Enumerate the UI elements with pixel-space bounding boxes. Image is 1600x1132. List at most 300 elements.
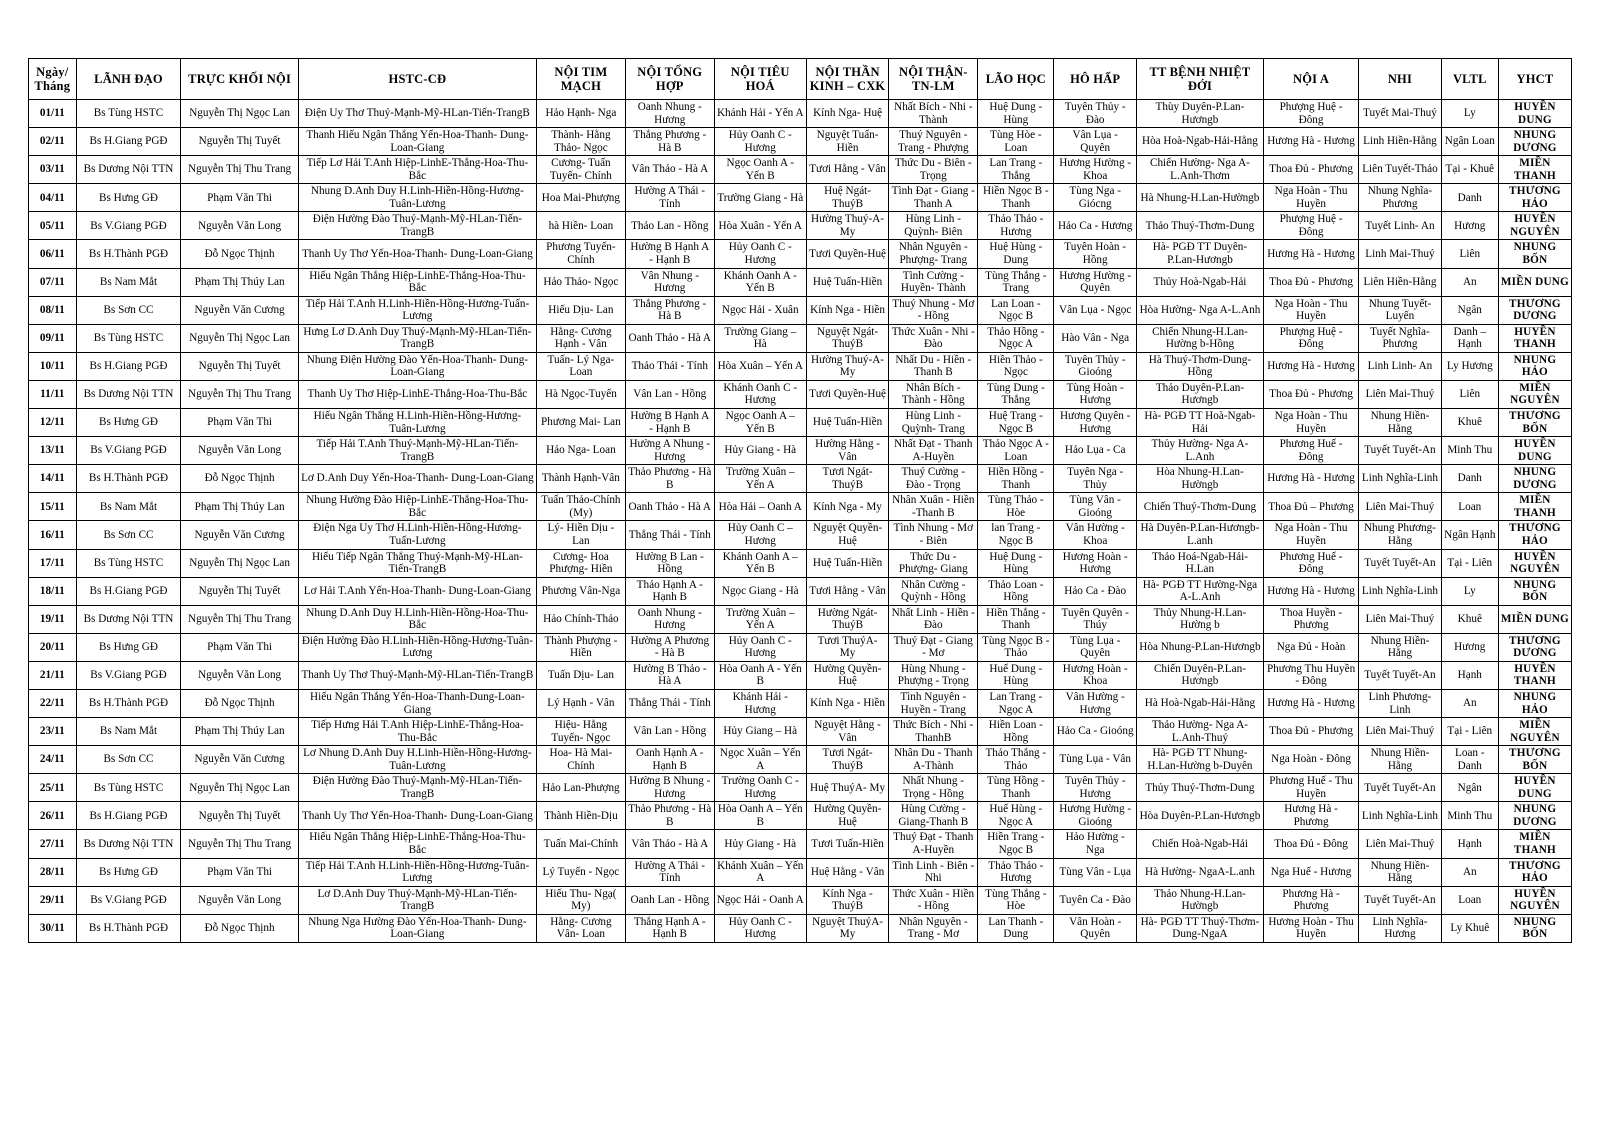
cell-duty: Nguyễn Văn Long	[181, 437, 298, 465]
cell-neuro: Kính Nga - Hiền	[806, 296, 889, 324]
cell-duty: Nguyễn Văn Long	[181, 212, 298, 240]
cell-tropical-disease: Hòa Nhung-H.Lan-Hườngb	[1136, 465, 1263, 493]
cell-leader: Bs Sơn CC	[76, 746, 181, 774]
cell-internal-a: Phương Hà - Phương	[1263, 886, 1358, 914]
cell-hstc: Nhung D.Anh Duy H.Linh-Hiền-Hồng-Hương-Tuân-Lương	[298, 184, 536, 212]
cell-yhct: NHUNG DƯƠNG	[1498, 128, 1571, 156]
cell-duty: Nguyễn Thị Tuyết	[181, 128, 298, 156]
cell-internal-a: Phượng Huệ - Đông	[1263, 100, 1358, 128]
cell-nephro: Tình Đạt - Giang - Thanh A	[889, 184, 978, 212]
cell-gastro: Khánh Oanh A – Yến B	[714, 549, 806, 577]
cell-pediatrics: Tuyết Nghĩa-Phương	[1359, 324, 1442, 352]
table-row	[29, 184, 1572, 212]
cell-duty: Nguyễn Văn Cương	[181, 746, 298, 774]
cell-internal-a: Hương Hà - Phương	[1263, 802, 1358, 830]
cell-cardiology: Hiếu Dịu- Lan	[536, 296, 625, 324]
cell-duty: Nguyễn Văn Long	[181, 661, 298, 689]
cell-yhct: HUYỀN NGUYÊN	[1498, 886, 1571, 914]
cell-hstc: Điện Hường Đào Thuý-Mạnh-Mỹ-HLan-Tiến-TrangB	[298, 774, 536, 802]
cell-date: 06/11	[29, 240, 77, 268]
cell-general-internal: Hường A Phương - Hà B	[625, 633, 714, 661]
table-row	[29, 886, 1572, 914]
cell-respiratory: Hảo Ca - Hương	[1054, 212, 1137, 240]
cell-internal-a: Nga Đủ - Hoàn	[1263, 633, 1358, 661]
cell-geriatrics: Tùng Thảo - Hòe	[978, 493, 1054, 521]
cell-date: 13/11	[29, 437, 77, 465]
cell-neuro: Hường Thuý-A- My	[806, 352, 889, 380]
table-row	[29, 746, 1572, 774]
cell-cardiology: Hảo Hạnh- Nga	[536, 100, 625, 128]
cell-geriatrics: Hiền Thảo - Ngọc	[978, 352, 1054, 380]
cell-duty: Phạm Văn Thi	[181, 858, 298, 886]
cell-geriatrics: Lan Trang - Ngọc A	[978, 689, 1054, 717]
cell-pediatrics: Tuyết Tuyết-An	[1359, 549, 1442, 577]
cell-respiratory: Hương Hoàn - Hương	[1054, 549, 1137, 577]
cell-vltl: Minh Thu	[1441, 802, 1498, 830]
cell-neuro: Huệ Ngát-ThuýB	[806, 184, 889, 212]
cell-gastro: Trường Giang - Hà	[714, 184, 806, 212]
cell-internal-a: Phương Thu Huyền - Đông	[1263, 661, 1358, 689]
cell-respiratory: Hương Hường - Khoa	[1054, 156, 1137, 184]
cell-tropical-disease: Hà Hoà-Ngab-Hải-Hằng	[1136, 689, 1263, 717]
cell-geriatrics: Tùng Dung - Thắng	[978, 380, 1054, 408]
cell-cardiology: Lý Hạnh - Vân	[536, 689, 625, 717]
table-row	[29, 409, 1572, 437]
cell-tropical-disease: Hà- PGĐ TT Duyên-P.Lan-Hươngb	[1136, 240, 1263, 268]
cell-tropical-disease: Chiến Hoà-Ngab-Hải	[1136, 830, 1263, 858]
cell-vltl: Ngân Loan	[1441, 128, 1498, 156]
cell-yhct: HUYỀN THANH	[1498, 324, 1571, 352]
cell-leader: Bs H.Giang PGĐ	[76, 577, 181, 605]
cell-respiratory: Vân Lụa - Quyên	[1054, 128, 1137, 156]
cell-tropical-disease: Hòa Hoà-Ngab-Hải-Hằng	[1136, 128, 1263, 156]
cell-nephro: Thức Du - Biên - Trọng	[889, 156, 978, 184]
cell-gastro: Khánh Oanh A - Yến B	[714, 268, 806, 296]
cell-neuro: Hường Ngát-ThuýB	[806, 605, 889, 633]
cell-yhct: NHUNG BỐN	[1498, 240, 1571, 268]
cell-internal-a: Hương Hà - Hương	[1263, 352, 1358, 380]
cell-internal-a: Thoa Đủ - Đông	[1263, 830, 1358, 858]
cell-yhct: MIỀN NGUYÊN	[1498, 380, 1571, 408]
cell-internal-a: Hương Hà - Hương	[1263, 689, 1358, 717]
table-row	[29, 830, 1572, 858]
cell-duty: Nguyễn Thị Ngọc Lan	[181, 774, 298, 802]
cell-geriatrics: Lan Thanh - Dung	[978, 914, 1054, 942]
cell-leader: Bs Tùng HSTC	[76, 324, 181, 352]
cell-vltl: Hạnh	[1441, 830, 1498, 858]
cell-internal-a: Nga Hoàn - Thu Huyền	[1263, 296, 1358, 324]
cell-yhct: MIỀN NGUYÊN	[1498, 718, 1571, 746]
cell-tropical-disease: Chiến Duyên-P.Lan-Hươngb	[1136, 661, 1263, 689]
cell-general-internal: Hường A Nhung - Hương	[625, 437, 714, 465]
cell-nephro: Thuý Đạt - Thanh A-Huyền	[889, 830, 978, 858]
cell-tropical-disease: Chiến Thuý-Thơm-Dung	[1136, 493, 1263, 521]
cell-hstc: Thanh Uy Thơ Yến-Hoa-Thanh- Dung-Loan-Giang	[298, 240, 536, 268]
cell-gastro: Khánh Hải - Yến A	[714, 100, 806, 128]
cell-duty: Nguyễn Thị Tuyết	[181, 802, 298, 830]
cell-leader: Bs Nam Mắt	[76, 493, 181, 521]
cell-vltl: Tại - Liên	[1441, 718, 1498, 746]
cell-hstc: Nhung Nga Hường Đào Yến-Hoa-Thanh- Dung-Loan-Giang	[298, 914, 536, 942]
cell-leader: Bs H.Thành PGĐ	[76, 914, 181, 942]
cell-internal-a: Hương Hà - Hương	[1263, 128, 1358, 156]
cell-yhct: THƯƠNG HẢO	[1498, 184, 1571, 212]
cell-gastro: Hòa Xuân - Yến A	[714, 212, 806, 240]
cell-duty: Nguyễn Thị Thu Trang	[181, 156, 298, 184]
table-row	[29, 268, 1572, 296]
cell-tropical-disease: Chiến Nhung-H.Lan-Hường b-Hồng	[1136, 324, 1263, 352]
table-row	[29, 549, 1572, 577]
cell-vltl: Ly Hương	[1441, 352, 1498, 380]
cell-vltl: Khuê	[1441, 409, 1498, 437]
cell-general-internal: Hường B Lan - Hồng	[625, 549, 714, 577]
cell-date: 15/11	[29, 493, 77, 521]
cell-vltl: Hương	[1441, 633, 1498, 661]
cell-tropical-disease: Hà Hường- NgaA-L.anh	[1136, 858, 1263, 886]
cell-respiratory: Hương Hoàn - Khoa	[1054, 661, 1137, 689]
cell-cardiology: Hằng- Cương Vân- Loan	[536, 914, 625, 942]
cell-cardiology: Phương Tuyến-Chính	[536, 240, 625, 268]
cell-hstc: Lơ D.Anh Duy Thuý-Mạnh-Mỹ-HLan-Tiến-TrangB	[298, 886, 536, 914]
cell-yhct: NHUNG BỐN	[1498, 577, 1571, 605]
cell-respiratory: Tuyên Hoàn - Hồng	[1054, 240, 1137, 268]
cell-pediatrics: Nhung Hiền-Hằng	[1359, 633, 1442, 661]
cell-pediatrics: Linh Nghĩa-Hương	[1359, 914, 1442, 942]
cell-vltl: Tại - Khuê	[1441, 156, 1498, 184]
cell-internal-a: Phượng Huệ - Đông	[1263, 212, 1358, 240]
cell-cardiology: Cương- Hoa Phượng- Hiền	[536, 549, 625, 577]
cell-tropical-disease: Hà- PGĐ TT Hoà-Ngab-Hải	[1136, 409, 1263, 437]
table-header-row	[29, 59, 1572, 100]
cell-duty: Nguyễn Văn Long	[181, 886, 298, 914]
cell-pediatrics: Liên Mai-Thuý	[1359, 605, 1442, 633]
cell-neuro: Hường Hằng -Vân	[806, 437, 889, 465]
cell-respiratory: Tùng Vân - Lụa	[1054, 858, 1137, 886]
cell-neuro: Huệ Tuấn-Hiền	[806, 549, 889, 577]
cell-yhct: THƯƠNG BỐN	[1498, 409, 1571, 437]
cell-general-internal: Hường B Nhung - Hương	[625, 774, 714, 802]
cell-yhct: NHUNG BỐN	[1498, 914, 1571, 942]
cell-nephro: Nhân Nguyên - Trang - Mơ	[889, 914, 978, 942]
cell-hstc: Thanh Uy Thơ Hiệp-LinhE-Thắng-Hoa-Thu-Bắc	[298, 380, 536, 408]
table-row	[29, 296, 1572, 324]
cell-duty: Phạm Văn Thi	[181, 409, 298, 437]
cell-date: 09/11	[29, 324, 77, 352]
cell-pediatrics: Nhung Nghĩa-Phương	[1359, 184, 1442, 212]
column-header-duty: TRỰC KHỐI NỘI	[181, 59, 298, 100]
cell-nephro: Nhân Bích - Thành - Hồng	[889, 380, 978, 408]
cell-gastro: Trường Giang – Hà	[714, 324, 806, 352]
cell-neuro: Hường Quyền- Huệ	[806, 661, 889, 689]
cell-geriatrics: Thảo Thắng - Thảo	[978, 746, 1054, 774]
cell-general-internal: Thắng Phương - Hà B	[625, 296, 714, 324]
cell-tropical-disease: Hòa Duyên-P.Lan-Hươngb	[1136, 802, 1263, 830]
cell-date: 18/11	[29, 577, 77, 605]
cell-general-internal: Oanh Nhung - Hương	[625, 100, 714, 128]
cell-general-internal: Thảo Lan - Hồng	[625, 212, 714, 240]
cell-neuro: Huệ Tuấn-Hiền	[806, 268, 889, 296]
cell-internal-a: Phương Huế - Đông	[1263, 549, 1358, 577]
cell-cardiology: Hiếu Thu- Ngạ( My)	[536, 886, 625, 914]
cell-neuro: Hường Thuý-A- My	[806, 212, 889, 240]
cell-geriatrics: Hiền Ngọc B - Thanh	[978, 184, 1054, 212]
cell-internal-a: Thoa Đủ – Phương	[1263, 493, 1358, 521]
cell-respiratory: Tuyên Thủy - Hương	[1054, 774, 1137, 802]
cell-geriatrics: Thảo Ngọc A - Loan	[978, 437, 1054, 465]
cell-respiratory: Hảo Hường - Nga	[1054, 830, 1137, 858]
cell-hstc: Tiếp Hải T.Anh H.Linh-Hiền-Hồng-Hương-Tuấn-Lương	[298, 296, 536, 324]
cell-cardiology: Thành Hiền-Dịu	[536, 802, 625, 830]
cell-pediatrics: Linh Mai-Thuý	[1359, 240, 1442, 268]
table-row	[29, 521, 1572, 549]
cell-hstc: Hiếu Ngân Thắng Yến-Hoa-Thanh-Dung-Loan-Giang	[298, 689, 536, 717]
cell-respiratory: Tùng Vân - Gioóng	[1054, 493, 1137, 521]
cell-tropical-disease: Thủy Hoà-Ngab-Hải	[1136, 268, 1263, 296]
cell-neuro: Huệ Tuấn-Hiền	[806, 409, 889, 437]
cell-respiratory: Hào Vân - Nga	[1054, 324, 1137, 352]
table-row	[29, 774, 1572, 802]
cell-leader: Bs Hưng GĐ	[76, 858, 181, 886]
cell-internal-a: Phương Huế - Thu Huyền	[1263, 774, 1358, 802]
cell-cardiology: Lý Tuyến - Ngọc	[536, 858, 625, 886]
cell-vltl: Loan	[1441, 493, 1498, 521]
cell-pediatrics: Liên Mai-Thuý	[1359, 493, 1442, 521]
cell-neuro: Huệ Hằng - Vân	[806, 858, 889, 886]
cell-vltl: An	[1441, 858, 1498, 886]
cell-duty: Phạm Thị Thúy Lan	[181, 268, 298, 296]
table-row	[29, 100, 1572, 128]
table-row	[29, 493, 1572, 521]
cell-gastro: Hòa Hải – Oanh A	[714, 493, 806, 521]
cell-neuro: Nguyệt Hằng -Vân	[806, 718, 889, 746]
cell-neuro: Hường Quyền- Huệ	[806, 802, 889, 830]
cell-yhct: THƯƠNG HẢO	[1498, 521, 1571, 549]
cell-respiratory: Hương Quyên - Hương	[1054, 409, 1137, 437]
cell-respiratory: Vân Hường - Hương	[1054, 689, 1137, 717]
cell-vltl: An	[1441, 268, 1498, 296]
cell-yhct: HUYỀN DUNG	[1498, 437, 1571, 465]
cell-pediatrics: Nhung Hiền-Hằng	[1359, 746, 1442, 774]
cell-geriatrics: Tùng Ngọc B - Thảo	[978, 633, 1054, 661]
cell-duty: Phạm Thị Thúy Lan	[181, 493, 298, 521]
cell-hstc: Hiếu Tiếp Ngân Thắng Thuý-Mạnh-Mỹ-HLan-Tiến-TrangB	[298, 549, 536, 577]
cell-respiratory: Hương Hường - Gioóng	[1054, 802, 1137, 830]
cell-neuro: Nguyệt Quyền- Huệ	[806, 521, 889, 549]
cell-duty: Phạm Thị Thúy Lan	[181, 718, 298, 746]
cell-vltl: Loan - Danh	[1441, 746, 1498, 774]
cell-nephro: Nhất Nhung - Trọng - Hồng	[889, 774, 978, 802]
cell-leader: Bs H.Thành PGĐ	[76, 689, 181, 717]
cell-tropical-disease: Thủy Thuý-Thơm-Dung	[1136, 774, 1263, 802]
cell-leader: Bs Sơn CC	[76, 296, 181, 324]
cell-leader: Bs Hưng GĐ	[76, 409, 181, 437]
cell-nephro: Nhất Linh - Hiền - Đào	[889, 605, 978, 633]
column-header-hstc: HSTC-CĐ	[298, 59, 536, 100]
cell-general-internal: Oanh Lan - Hồng	[625, 886, 714, 914]
cell-date: 16/11	[29, 521, 77, 549]
cell-hstc: Điện Hường Đào H.Linh-Hiền-Hồng-Hương-Tuân-Lương	[298, 633, 536, 661]
cell-duty: Nguyễn Thị Tuyết	[181, 577, 298, 605]
cell-date: 01/11	[29, 100, 77, 128]
cell-nephro: Thức Xuân - Nhi - Đào	[889, 324, 978, 352]
cell-gastro: Trường Xuân – Yến A	[714, 605, 806, 633]
cell-geriatrics: Thảo Thảo - Hương	[978, 212, 1054, 240]
cell-respiratory: Tuyên Quyên - Thúy	[1054, 605, 1137, 633]
cell-neuro: Tươi Quyền-Huệ	[806, 240, 889, 268]
cell-general-internal: Thắng Phương - Hà B	[625, 128, 714, 156]
cell-general-internal: Thảo Thái - Tính	[625, 352, 714, 380]
cell-geriatrics: Thảo Hồng - Ngọc A	[978, 324, 1054, 352]
cell-vltl: An	[1441, 689, 1498, 717]
cell-pediatrics: Tuyết Tuyết-An	[1359, 774, 1442, 802]
cell-hstc: Hiếu Ngân Thắng H.Linh-Hiền-Hồng-Hương-Tuân-Lương	[298, 409, 536, 437]
cell-date: 10/11	[29, 352, 77, 380]
cell-gastro: Hòa Oanh A - Yến B	[714, 661, 806, 689]
cell-nephro: Tình Cường - Huyền- Thành	[889, 268, 978, 296]
cell-tropical-disease: Chiến Hường- Nga A-L.Anh-Thơm	[1136, 156, 1263, 184]
cell-respiratory: Vân Hoàn - Quyên	[1054, 914, 1137, 942]
cell-yhct: HUYỀN NGUYÊN	[1498, 549, 1571, 577]
cell-nephro: Thuý Cường - Đào - Trọng	[889, 465, 978, 493]
cell-neuro: Tươi Tuấn-Hiền	[806, 830, 889, 858]
cell-internal-a: Phương Huế - Đông	[1263, 437, 1358, 465]
cell-vltl: Ngân Hạnh	[1441, 521, 1498, 549]
cell-nephro: Hùng Linh - Quỳnh- Biên	[889, 212, 978, 240]
cell-date: 08/11	[29, 296, 77, 324]
cell-date: 11/11	[29, 380, 77, 408]
cell-neuro: Tươi Ngát-ThuýB	[806, 746, 889, 774]
cell-date: 20/11	[29, 633, 77, 661]
cell-general-internal: Vân Thảo - Hà A	[625, 830, 714, 858]
cell-general-internal: Oanh Nhung - Hương	[625, 605, 714, 633]
cell-vltl: Ngân	[1441, 296, 1498, 324]
cell-vltl: Minh Thu	[1441, 437, 1498, 465]
cell-yhct: MIỀN THANH	[1498, 156, 1571, 184]
cell-neuro: Tươi Quyền-Huệ	[806, 380, 889, 408]
cell-date: 07/11	[29, 268, 77, 296]
cell-gastro: Hủy Giang - Hà	[714, 437, 806, 465]
cell-geriatrics: Hiền Hồng - Thanh	[978, 465, 1054, 493]
cell-yhct: MIỀN DUNG	[1498, 268, 1571, 296]
cell-cardiology: Hằng- Cương Hạnh - Vân	[536, 324, 625, 352]
cell-pediatrics: Linh Hiền-Hằng	[1359, 128, 1442, 156]
cell-date: 14/11	[29, 465, 77, 493]
cell-respiratory: Tuyên Thủy - Gioóng	[1054, 352, 1137, 380]
table-row	[29, 605, 1572, 633]
cell-pediatrics: Nhung Hiền-Hằng	[1359, 409, 1442, 437]
cell-leader: Bs Nam Mắt	[76, 268, 181, 296]
cell-neuro: Huệ ThuýA- My	[806, 774, 889, 802]
cell-yhct: THƯƠNG BỐN	[1498, 746, 1571, 774]
cell-leader: Bs Dương Nội TTN	[76, 380, 181, 408]
column-header-geriatrics: LÃO HỌC	[978, 59, 1054, 100]
column-header-tropical-disease: TT BỆNH NHIỆT ĐỚI	[1136, 59, 1263, 100]
cell-neuro: Kính Nga- Huệ	[806, 100, 889, 128]
cell-leader: Bs Tùng HSTC	[76, 100, 181, 128]
cell-cardiology: Hảo Thảo- Ngọc	[536, 268, 625, 296]
cell-gastro: Ngọc Oanh A – Yến B	[714, 409, 806, 437]
cell-leader: Bs V.Giang PGĐ	[76, 886, 181, 914]
cell-respiratory: Tùng Lụa - Quyên	[1054, 633, 1137, 661]
cell-leader: Bs Hưng GĐ	[76, 184, 181, 212]
cell-pediatrics: Tuyết Tuyết-An	[1359, 886, 1442, 914]
cell-gastro: Hủy Oanh C - Hương	[714, 633, 806, 661]
cell-cardiology: Hảo Lan-Phượng	[536, 774, 625, 802]
cell-tropical-disease: Thảo Hường- Nga A-L.Anh-Thuý	[1136, 718, 1263, 746]
cell-leader: Bs H.Giang PGĐ	[76, 352, 181, 380]
cell-leader: Bs Hưng GĐ	[76, 633, 181, 661]
cell-pediatrics: Tuyết Tuyết-An	[1359, 437, 1442, 465]
cell-gastro: Hủy Oanh C - Hương	[714, 914, 806, 942]
cell-hstc: Nhung Hường Đào Hiệp-LinhE-Thắng-Hoa-Thu-Bắc	[298, 493, 536, 521]
cell-internal-a: Nga Huế - Hương	[1263, 858, 1358, 886]
cell-internal-a: Nga Hoàn - Thu Huyền	[1263, 184, 1358, 212]
cell-internal-a: Thoa Huyền - Phương	[1263, 605, 1358, 633]
column-header-nephro: NỘI THẬN-TN-LM	[889, 59, 978, 100]
cell-nephro: Thức Bích - Nhi - ThanhB	[889, 718, 978, 746]
cell-date: 03/11	[29, 156, 77, 184]
column-header-pediatrics: NHI	[1359, 59, 1442, 100]
cell-duty: Phạm Văn Thi	[181, 184, 298, 212]
cell-general-internal: Vân Nhung - Hương	[625, 268, 714, 296]
cell-hstc: Hiếu Ngân Thắng Hiệp-LinhE-Thắng-Hoa-Thu-Bắc	[298, 268, 536, 296]
cell-hstc: Hiếu Ngân Thắng Hiệp-LinhE-Thắng-Hoa-Thu-Bắc	[298, 830, 536, 858]
cell-gastro: Ngọc Xuân – Yến A	[714, 746, 806, 774]
table-row	[29, 156, 1572, 184]
cell-neuro: Kính Nga - ThuýB	[806, 886, 889, 914]
cell-duty: Phạm Văn Thi	[181, 633, 298, 661]
cell-date: 05/11	[29, 212, 77, 240]
cell-tropical-disease: Thùy Duyên-P.Lan-Hươngb	[1136, 100, 1263, 128]
cell-general-internal: Hường B Thảo - Hà A	[625, 661, 714, 689]
cell-pediatrics: Liên Mai-Thuý	[1359, 830, 1442, 858]
cell-date: 25/11	[29, 774, 77, 802]
cell-gastro: Hủy Oanh C – Hương	[714, 521, 806, 549]
cell-nephro: Nhất Du - Hiền - Thanh B	[889, 352, 978, 380]
cell-yhct: MIỀN THANH	[1498, 830, 1571, 858]
cell-internal-a: Phượng Huệ - Đông	[1263, 324, 1358, 352]
cell-internal-a: Nga Hoàn - Thu Huyền	[1263, 409, 1358, 437]
cell-gastro: Trường Xuân – Yến A	[714, 465, 806, 493]
cell-yhct: NHUNG DƯƠNG	[1498, 465, 1571, 493]
cell-gastro: Khánh Oanh C - Hương	[714, 380, 806, 408]
cell-general-internal: Oanh Thảo - Hà A	[625, 324, 714, 352]
cell-leader: Bs Nam Mắt	[76, 718, 181, 746]
cell-neuro: Nguyệt Tuấn-Hiền	[806, 128, 889, 156]
cell-cardiology: Cương- Tuấn Tuyến- Chính	[536, 156, 625, 184]
cell-tropical-disease: Hà- PGĐ TT Nhung-H.Lan-Hường b-Duyên	[1136, 746, 1263, 774]
cell-leader: Bs H.Giang PGĐ	[76, 128, 181, 156]
cell-date: 22/11	[29, 689, 77, 717]
cell-neuro: Tươi ThuýA- My	[806, 633, 889, 661]
cell-leader: Bs H.Thành PGĐ	[76, 240, 181, 268]
cell-duty: Nguyễn Thị Tuyết	[181, 352, 298, 380]
cell-respiratory: Tuyên Ca - Đào	[1054, 886, 1137, 914]
cell-gastro: Hủy Oanh C - Hương	[714, 240, 806, 268]
cell-geriatrics: Tùng Hồng - Thanh	[978, 774, 1054, 802]
cell-nephro: Thuý Nhung - Mơ - Hồng	[889, 296, 978, 324]
cell-general-internal: Thắng Hạnh A - Hạnh B	[625, 914, 714, 942]
cell-vltl: Hương	[1441, 212, 1498, 240]
cell-duty: Đỗ Ngọc Thịnh	[181, 465, 298, 493]
cell-hstc: Tiếp Hải T.Anh H.Linh-Hiền-Hồng-Hương-Tuân-Lương	[298, 858, 536, 886]
cell-tropical-disease: Thảo Thuý-Thơm-Dung	[1136, 212, 1263, 240]
cell-gastro: Hủy Giang - Hà	[714, 830, 806, 858]
cell-cardiology: Hảo Nga- Loan	[536, 437, 625, 465]
cell-nephro: Tình Nhung - Mơ - Biên	[889, 521, 978, 549]
table-row	[29, 661, 1572, 689]
cell-yhct: THƯƠNG DƯƠNG	[1498, 633, 1571, 661]
